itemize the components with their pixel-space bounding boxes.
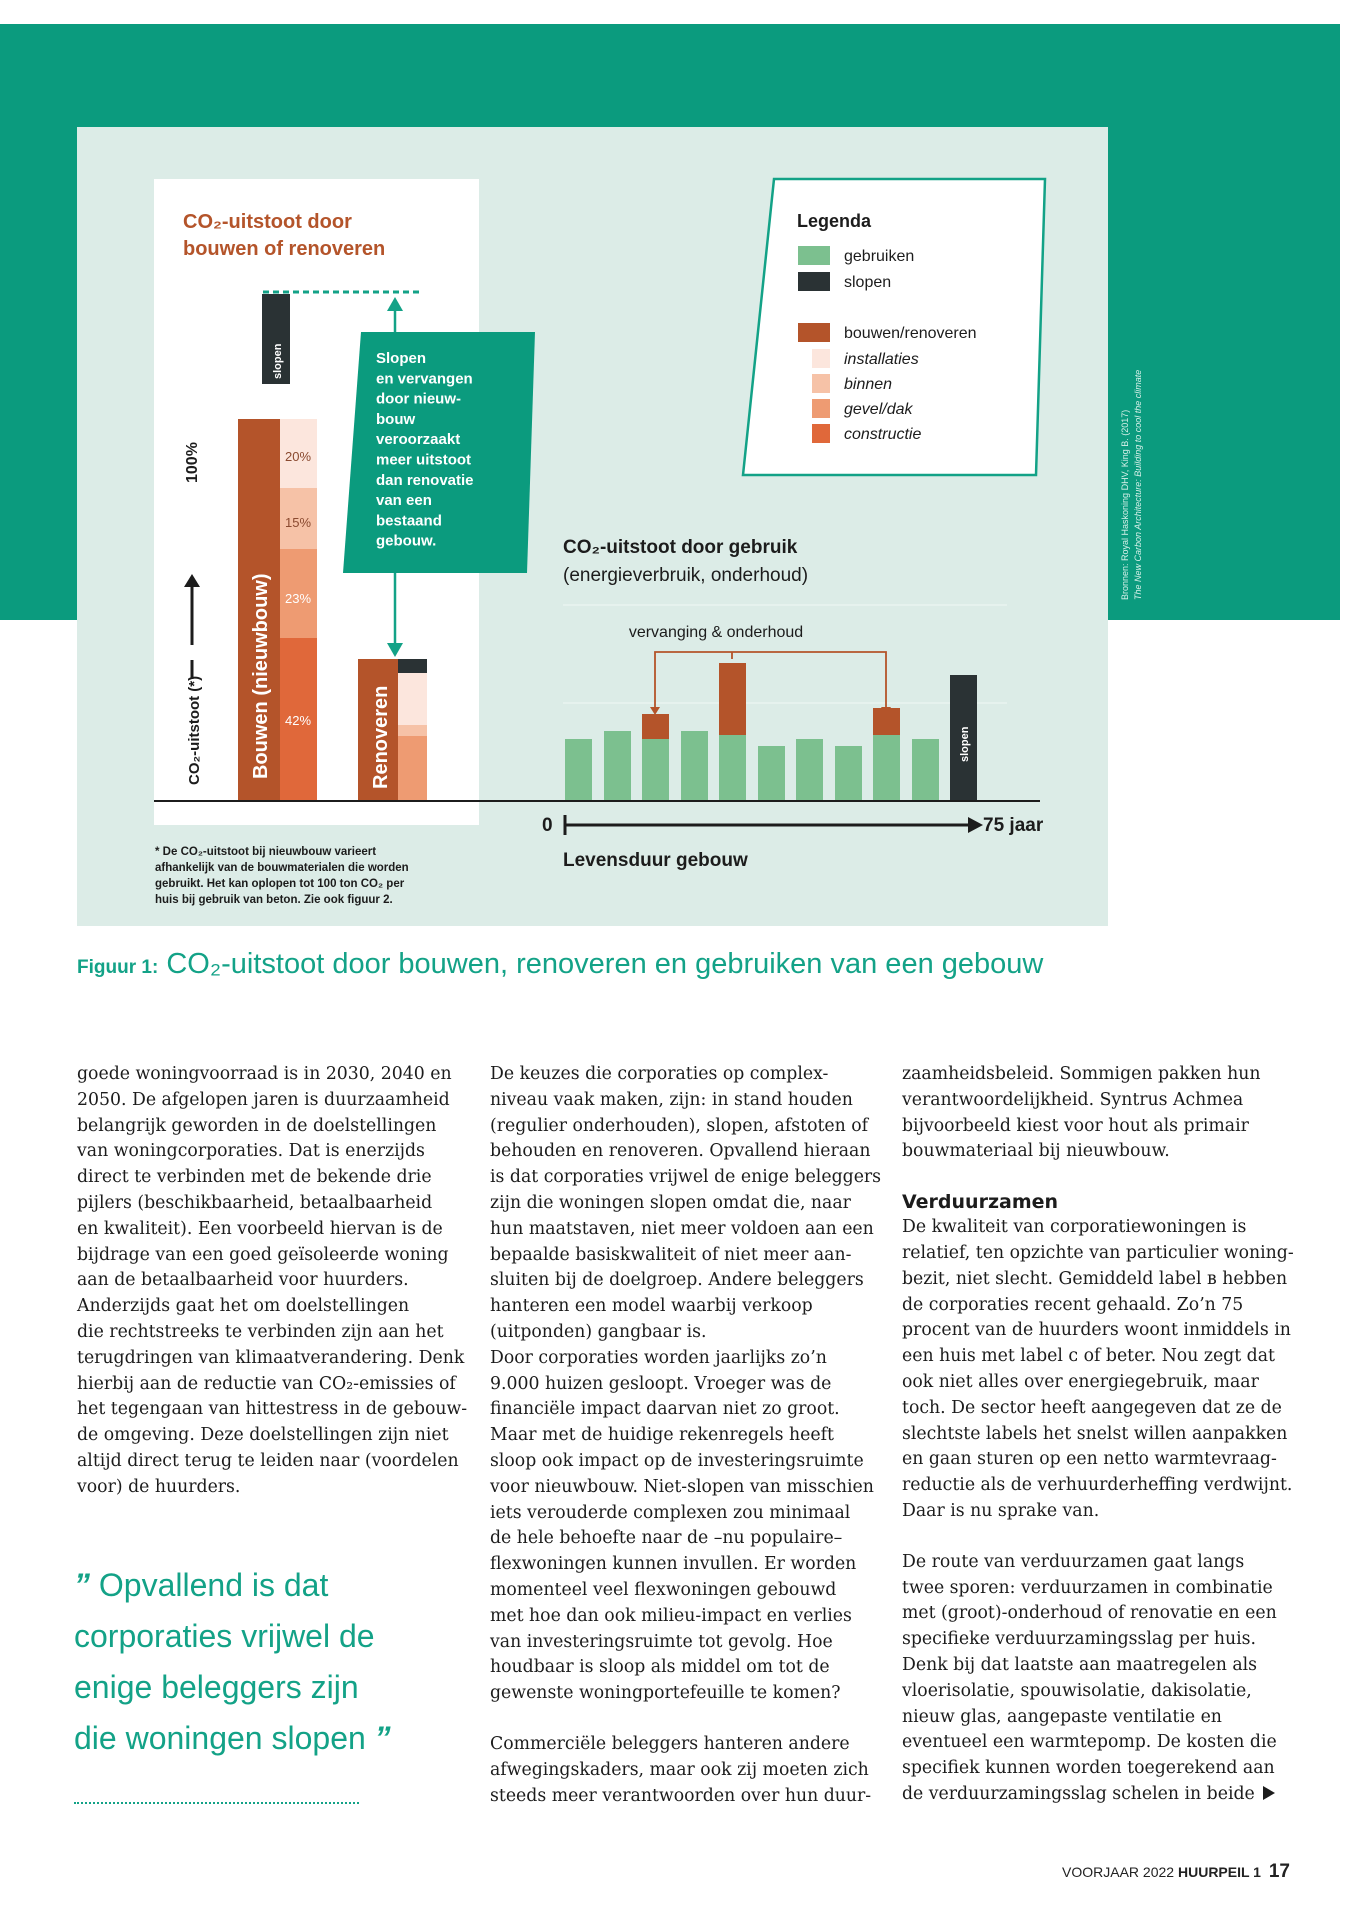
- col2-line: Maar met de huidige rekenregels heeft: [490, 1425, 834, 1446]
- renoveren-gevel-dak: [398, 736, 427, 801]
- col2-line: financiële impact daarvan niet zo groot.: [490, 1399, 840, 1420]
- build-title-2: bouwen of renoveren: [183, 238, 386, 260]
- callout-line: door nieuw-: [376, 390, 461, 408]
- figure-source-line-1: Bronnen: Royal Haskoning DHV, King B. (2017): [1120, 409, 1130, 600]
- paragraph-gap: [902, 1525, 1312, 1550]
- col2-line: houdbaar is sloop als middel om tot de: [490, 1657, 830, 1678]
- percent-constructie: 42%: [284, 713, 312, 728]
- column-1: [77, 1062, 477, 1501]
- col3-line: vloerisolatie, spouwisolatie, dakisolatie,: [902, 1680, 1252, 1701]
- build-title-1: CO₂-uitstoot door: [183, 211, 352, 233]
- col2-line: sloop ook impact op de investeringsruimte: [490, 1450, 864, 1471]
- col2-line: 9.000 huizen gesloopt. Vroeger was de: [490, 1373, 832, 1394]
- col1-line: 2050. De afgelopen jaren is duurzaamheid: [77, 1089, 450, 1110]
- y-axis-label: CO₂-uitstoot (*): [186, 675, 203, 785]
- col3-line: de verduurzamingsslag schelen in beide: [902, 1782, 1312, 1808]
- usage-bar-9: [873, 735, 900, 801]
- legend-swatch-slopen: [798, 272, 830, 291]
- figure-source-line-2: The New Carbon Architecture: Building to cool the climate: [1133, 369, 1143, 600]
- col1-line: die rechtstreeks te verbinden zijn aan het: [77, 1321, 444, 1342]
- axis-label: Levensduur gebouw: [563, 850, 748, 871]
- legend-swatch-constructie: [812, 424, 830, 443]
- legend-swatch-bouwen: [798, 323, 830, 342]
- axis-start: 0: [542, 815, 553, 836]
- y-axis-100: 100%: [184, 442, 201, 483]
- usage-bar-2: [604, 731, 631, 801]
- legend-label-gevel-dak: gevel/dak: [844, 401, 913, 418]
- col2-line: hun maatstaven, niet meer voldoen aan een: [490, 1218, 874, 1239]
- usage-bar-5: [719, 735, 746, 801]
- usage-slopen-label: slopen: [959, 726, 971, 762]
- callout-line: dan renovatie: [376, 471, 474, 489]
- percent-gevel-dak: 23%: [284, 591, 312, 606]
- col2-line: zijn die woningen slopen omdat die, naar: [490, 1192, 851, 1213]
- legend-swatch-gevel-dak: [812, 399, 830, 418]
- callout-line: van een: [376, 492, 432, 510]
- col1-line: voor) de huurders.: [77, 1476, 241, 1497]
- legend-label-constructie: constructie: [844, 426, 922, 443]
- col1-line: direct te verbinden met de bekende drie: [77, 1167, 432, 1188]
- quote-open-mark: ”: [74, 1567, 90, 1603]
- bracket-arrow-left: [650, 707, 660, 715]
- legend-title: Legenda: [797, 211, 872, 231]
- col3-line: specifieke verduurzamingsslag per huis.: [902, 1629, 1256, 1650]
- col2-line: (uitponden) gangbaar is.: [490, 1321, 707, 1342]
- col2-line: is dat corporaties vrijwel de enige beleggers: [490, 1167, 882, 1188]
- col2-line: sluiten bij de doelgroep. Andere beleggers: [490, 1270, 864, 1291]
- col1-line: goede woningvoorraad is in 2030, 2040 en: [77, 1064, 452, 1084]
- renoveren-binnen: [398, 725, 427, 736]
- page-number: 17: [1268, 1861, 1290, 1882]
- col3-line: met (groot)-onderhoud of renovatie en een: [902, 1603, 1277, 1624]
- usage-bar-3-onderhoud: [642, 714, 669, 739]
- col3-line: slechtste labels het snelst willen aanpakken: [902, 1423, 1288, 1444]
- paragraph-gap: [490, 1707, 900, 1732]
- col2-line: gewenste woningportefeuille te komen?: [490, 1683, 841, 1704]
- col2-line: Commerciële beleggers hanteren andere: [490, 1733, 850, 1754]
- col2-line: momenteel veel flexwoningen gebouwd: [490, 1579, 837, 1600]
- figure-co2: [77, 127, 1108, 926]
- legend-swatch-gebruiken: [798, 246, 830, 265]
- pull-quote: [74, 1560, 474, 1764]
- callout-line: meer uitstoot: [376, 451, 472, 469]
- legend-swatch-binnen: [812, 374, 830, 393]
- col2-line: bepaalde basiskwaliteit of niet meer aan-: [490, 1244, 852, 1265]
- col3-line: zaamheidsbeleid. Sommigen pakken hun: [902, 1064, 1261, 1084]
- col3-line: nieuw glas, aangepaste ventilatie en: [902, 1706, 1222, 1727]
- section-heading-verduurzamen: Verduurzamen: [902, 1191, 1059, 1214]
- col3-line: een huis met label ᴄ of beter. Nou zegt dat: [902, 1346, 1275, 1367]
- col2-line: de hele behoefte naar de –nu populaire–: [490, 1528, 843, 1549]
- col1-line: van woningcorporaties. Dat is enerzijds: [77, 1141, 425, 1162]
- column-2: [490, 1062, 900, 1809]
- col1-line: altijd direct terug te leiden naar (voordelen: [77, 1450, 459, 1471]
- callout-line: bouw: [376, 410, 416, 428]
- callout-line: bestaand: [376, 512, 442, 530]
- col3-line: bezit, niet slecht. Gemiddeld label ʙ hebben: [902, 1268, 1288, 1289]
- figure-caption: [77, 948, 1043, 981]
- usage-title: CO₂-uitstoot door gebruik: [563, 537, 798, 558]
- slopen-label-nieuwbouw: slopen: [272, 343, 284, 379]
- col1-line: aan de betaalbaarheid voor huurders.: [77, 1270, 409, 1291]
- usage-bar-10: [912, 739, 939, 801]
- col3-line: ook niet alles over energiegebruik, maar: [902, 1371, 1259, 1392]
- col1-line: belangrijk geworden in de doelstellingen: [77, 1115, 437, 1136]
- figure-graphic: [77, 127, 1108, 926]
- legend-label-gebruiken: gebruiken: [844, 248, 915, 265]
- legend-label-slopen: slopen: [844, 274, 892, 291]
- callout-line: Slopen: [376, 350, 427, 367]
- usage-bar-3: [642, 739, 669, 801]
- callout-line: veroorzaakt: [376, 431, 461, 449]
- col1-line: pijlers (beschikbaarheid, betaalbaarheid: [77, 1192, 433, 1213]
- legend-label-bouwen: bouwen/renoveren: [844, 325, 977, 342]
- col2-line: afwegingskaders, maar ook zij moeten zich: [490, 1759, 869, 1780]
- caption-text: CO₂-uitstoot door bouwen, renoveren en gebruiken van een gebouw: [166, 948, 1044, 980]
- quote-line-1: Opvallend is dat: [98, 1567, 329, 1603]
- col3-line: toch. De sector heeft aangegeven dat ze de: [902, 1397, 1282, 1418]
- usage-bar-6: [758, 746, 785, 801]
- col3-line: twee sporen: verduurzamen in combinatie: [902, 1577, 1273, 1598]
- col3-line: verantwoordelijkheid. Syntrus Achmea: [902, 1089, 1244, 1110]
- quote-line-3: enige beleggers zijn: [74, 1669, 359, 1705]
- quote-line-4: die woningen slopen: [74, 1720, 366, 1756]
- legend-label-binnen: binnen: [844, 376, 893, 393]
- usage-bar-5-vervanging: [719, 663, 746, 735]
- callout-line: en vervangen: [376, 370, 473, 388]
- footer-magazine: HUURPEIL 1: [1177, 1864, 1261, 1880]
- renoveren-installaties: [398, 673, 427, 725]
- col2-line: (regulier onderhouden), slopen, afstoten of: [490, 1115, 869, 1136]
- footer-season: VOORJAAR 2022: [1062, 1864, 1175, 1880]
- col3-line: de corporaties recent gehaald. Zo’n 75: [902, 1294, 1244, 1315]
- col2-line: Door corporaties worden jaarlijks zo’n: [490, 1347, 827, 1368]
- col3-line: bouwmateriaal bij nieuwbouw.: [902, 1141, 1170, 1162]
- col2-line: steeds meer verantwoorden over hun duur-: [490, 1785, 872, 1806]
- col3-line: eventueel een warmtepomp. De kosten die: [902, 1732, 1277, 1753]
- col1-line: hierbij aan de reductie van CO₂-emissies of: [77, 1373, 456, 1394]
- usage-bar-1: [565, 739, 592, 801]
- col2-line: hanteren een model waarbij verkoop: [490, 1296, 813, 1317]
- axis-end: 75 jaar: [983, 815, 1044, 836]
- col2-line: iets verouderde complexen zou minimaal: [490, 1502, 851, 1523]
- footnote-3: gebruikt. Het kan oplopen tot 100 ton CO₂ per: [155, 878, 405, 890]
- footnote-1: * De CO₂-uitstoot bij nieuwbouw varieert: [155, 846, 377, 858]
- legend-swatch-installaties: [812, 349, 830, 368]
- col3-line: Denk bij dat laatste aan maatregelen als: [902, 1654, 1258, 1675]
- col3-line: procent van de huurders woont inmiddels in: [902, 1320, 1291, 1341]
- col1-line: terugdringen van klimaatverandering. Denk: [77, 1347, 465, 1368]
- col3-line: bijvoorbeeld kiest voor hout als primair: [902, 1115, 1249, 1136]
- col2-line: met hoe dan ook milieu-impact en verlies: [490, 1605, 852, 1626]
- vervanging-label: vervanging & onderhoud: [628, 624, 804, 641]
- vervanging-bracket: [655, 652, 886, 711]
- col1-line: Anderzijds gaat het om doelstellingen: [77, 1296, 410, 1317]
- legend-label-installaties: installaties: [844, 351, 919, 368]
- continue-arrow-icon: [1263, 1786, 1275, 1800]
- time-axis-arrowhead: [968, 817, 983, 833]
- col1-line: bijdrage van een goed geïsoleerde woning: [77, 1244, 449, 1265]
- footnote-2: afhankelijk van de bouwmaterialen die worden: [155, 862, 409, 874]
- col2-line: flexwoningen kunnen invullen. Er worden: [490, 1554, 857, 1575]
- col3-line: relatief, ten opzichte van particulier woning-: [902, 1242, 1294, 1263]
- figure-source: [1119, 270, 1145, 600]
- col3-line: De route van verduurzamen gaat langs: [902, 1551, 1245, 1572]
- slopen-bar-renoveren: [398, 659, 427, 673]
- col1-line: het tegengaan van hittestress in de gebouw-: [77, 1399, 468, 1420]
- quote-close-mark: ”: [374, 1720, 391, 1756]
- col3-line: specifiek kunnen worden toegerekend aan: [902, 1758, 1275, 1779]
- callout-line: gebouw.: [376, 532, 437, 550]
- col1-line: de omgeving. Deze doelstellingen zijn niet: [77, 1425, 449, 1446]
- bar-renoveren-label: Renoveren: [370, 685, 392, 789]
- usage-subtitle: (energieverbruik, onderhoud): [563, 565, 809, 586]
- percent-installaties: 20%: [284, 449, 312, 464]
- footnote-4: huis bij gebruik van beton. Zie ook figuur 2.: [155, 894, 393, 906]
- usage-bar-8: [835, 746, 862, 801]
- usage-bar-9-onderhoud: [873, 708, 900, 735]
- caption-label: Figuur 1:: [77, 957, 159, 978]
- col2-line: De keuzes die corporaties op complex-: [490, 1064, 829, 1084]
- col2-line: niveau vaak maken, zijn: in stand houden: [490, 1089, 853, 1110]
- col2-line: van investeringsruimte tot gevolg. Hoe: [490, 1631, 833, 1652]
- column-3: [902, 1062, 1312, 1808]
- col3-line: reductie als de verhuurderheffing verdwijnt.: [902, 1475, 1293, 1496]
- paragraph-gap: [902, 1165, 1312, 1190]
- col3-line: en gaan sturen op een netto warmtevraag-: [902, 1449, 1277, 1470]
- usage-bar-4: [681, 731, 708, 801]
- col2-line: voor nieuwbouw. Niet-slopen van misschien: [490, 1476, 874, 1497]
- col2-line: behouden en renoveren. Opvallend hieraan: [490, 1141, 871, 1162]
- page-footer: [1000, 1861, 1290, 1883]
- quote-divider: [74, 1802, 359, 1804]
- quote-line-2: corporaties vrijwel de: [74, 1618, 375, 1654]
- usage-bar-7: [796, 739, 823, 801]
- col3-line: Daar is nu sprake van.: [902, 1500, 1100, 1521]
- percent-binnen: 15%: [284, 515, 312, 530]
- bar-nieuwbouw-label: Bouwen (nieuwbouw): [250, 573, 272, 779]
- col1-line: en kwaliteit). Een voorbeeld hiervan is de: [77, 1218, 443, 1239]
- col3-line: De kwaliteit van corporatiewoningen is: [902, 1217, 1247, 1238]
